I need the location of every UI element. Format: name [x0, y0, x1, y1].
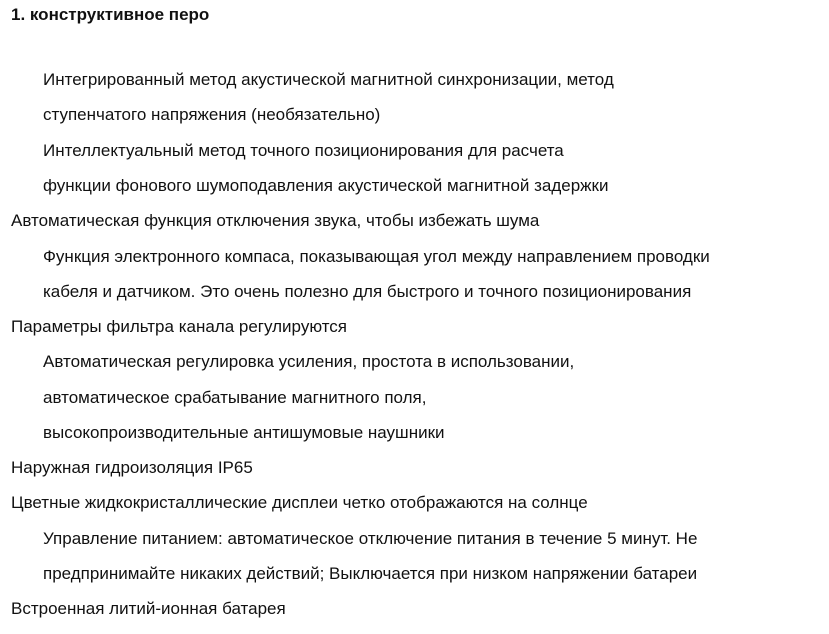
text-line: автоматическое срабатывание магнитного поля, — [43, 388, 427, 407]
text-line: функции фонового шумоподавления акустической магнитной задержки — [43, 176, 609, 195]
text-line: Управление питанием: автоматическое отключение питания в течение 5 минут. Не — [43, 529, 698, 548]
text-line: ступенчатого напряжения (необязательно) — [43, 105, 381, 124]
text-line: Автоматическая регулировка усиления, простота в использовании, — [43, 352, 575, 371]
text-line: Наружная гидроизоляция IP65 — [11, 458, 253, 477]
text-line: Интеллектуальный метод точного позиционирования для расчета — [43, 141, 564, 160]
text-line: Автоматическая функция отключения звука, чтобы избежать шума — [11, 211, 540, 230]
text-line: кабеля и датчиком. Это очень полезно для быстрого и точного позиционирования — [43, 282, 692, 301]
text-line: Функция электронного компаса, показывающая угол между направлением проводки — [43, 247, 710, 266]
section-heading: 1. конструктивное перо — [11, 5, 210, 24]
text-line: высокопроизводительные антишумовые наушники — [43, 423, 445, 442]
text-line: Интегрированный метод акустической магнитной синхронизации, метод — [43, 70, 614, 89]
text-line: Цветные жидкокристаллические дисплеи четко отображаются на солнце — [11, 493, 588, 512]
text-line: предпринимайте никаких действий; Выключается при низком напряжении батареи — [43, 564, 698, 583]
text-line: Встроенная литий-ионная батарея — [11, 599, 286, 618]
text-line: Параметры фильтра канала регулируются — [11, 317, 347, 336]
